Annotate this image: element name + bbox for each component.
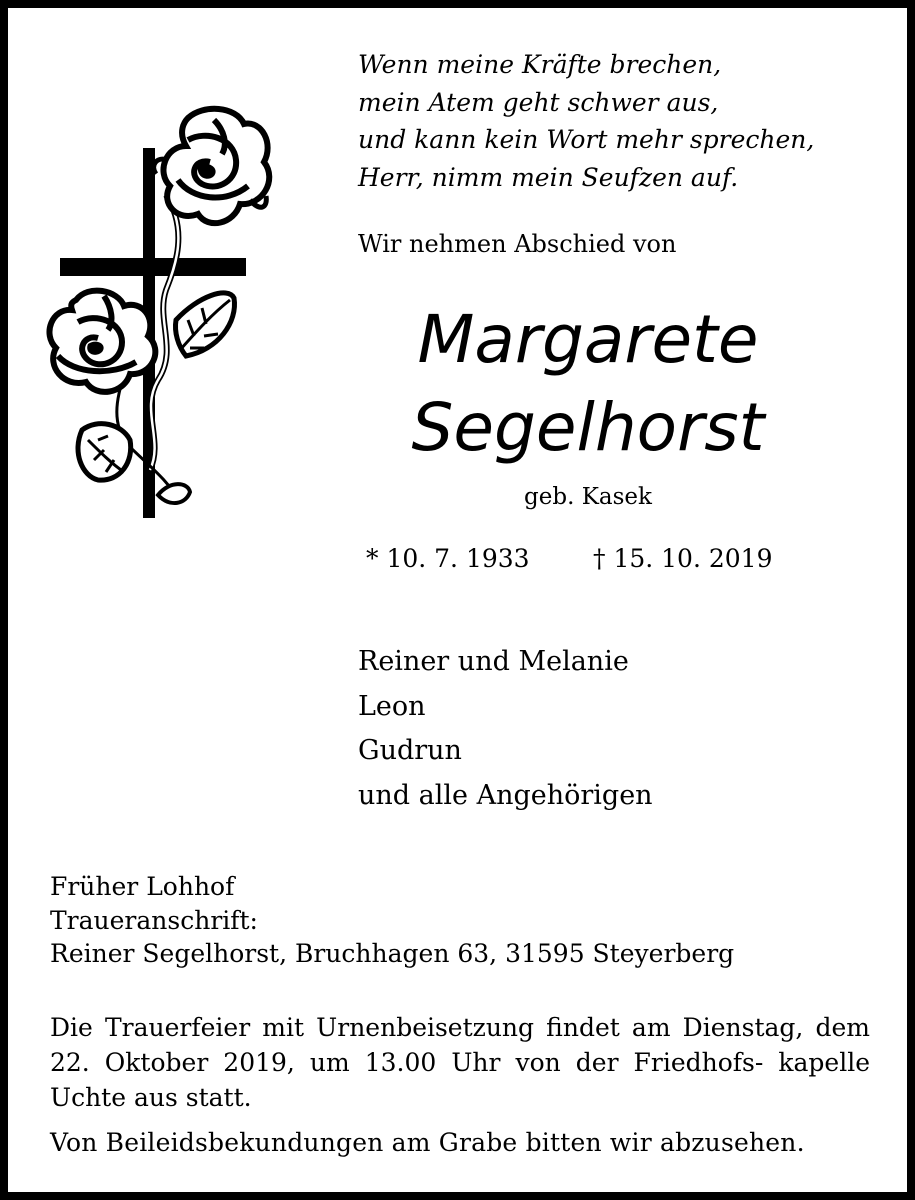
verse-line: und kann kein Wort mehr sprechen, [358, 125, 815, 154]
mourner: und alle Angehörigen [358, 779, 653, 811]
ceremony-text: Die Trauerfeier mit Urnenbeisetzung findet am Dienstag, dem 22. Oktober 2019, um 13.00 Uhr von der Friedhofs- kapelle Uchte aus statt. [50, 1013, 870, 1112]
former-residence: Früher Lohhof [50, 872, 235, 901]
death-date: † 15. 10. 2019 [593, 544, 773, 573]
verse-line: Wenn meine Kräfte brechen, [358, 50, 722, 79]
cross-with-roses-icon [38, 100, 288, 520]
deceased-last-name: Segelhorst [411, 389, 765, 466]
contact-address: Reiner Segelhorst, Bruchhagen 63, 31595 Steyerberg [50, 939, 735, 968]
birth-date: * 10. 7. 1933 [366, 544, 530, 573]
maiden-name: geb. Kasek [524, 484, 652, 510]
mourners-list [358, 640, 653, 818]
verse-line: Herr, nimm mein Seufzen auf. [358, 162, 739, 192]
mourner: Gudrun [358, 735, 462, 766]
condolence-text: Von Beileidsbekundungen am Grabe bitten wir abzusehen. [50, 1128, 805, 1157]
deceased-first-name: Margarete [417, 301, 759, 378]
verse-line: mein Atem geht schwer aus, [358, 87, 719, 117]
mourner: Leon [358, 690, 426, 722]
mourner: Reiner und Melanie [358, 646, 629, 677]
verse [358, 46, 814, 196]
address-block [50, 870, 734, 971]
address-label: Traueranschrift: [50, 905, 258, 935]
farewell-text: Wir nehmen Abschied von [358, 230, 677, 258]
